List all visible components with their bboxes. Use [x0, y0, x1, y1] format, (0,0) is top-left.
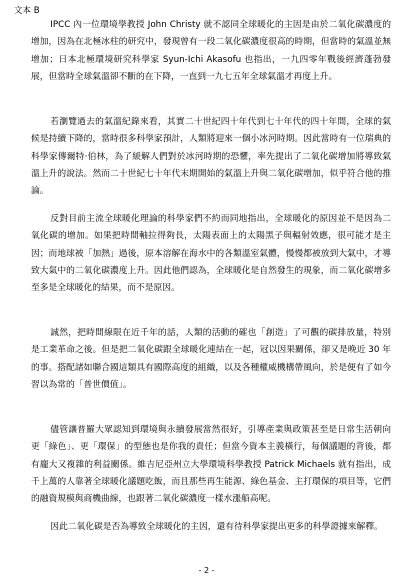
- paragraph-4: 誠然，把時間線限在近千年的話，人類的活動的確也「創造」了可觀的碳排放量，特別是工業革命之後。但是把二氧化碳跟全球暖化連結在一起，冠以因果關係，卻又是晚近 30 年的事。搭配諸如聯合國這類具有國際高度的組織，以及各種權威機構帶風向，於是便有了如今習以為常的「普世價值」。: [31, 328, 391, 390]
- paragraph-1: IPCC 內一位環境學教授 John Christy 就不認同全球暖化的主因是由於二氧化碳濃度的增加，因為在北極冰柱的研究中，發現曾有一段二氧化碳濃度很高的時期，但當時的氣溫並無增加；日本北極環境研究科學家 Syun-Ichi Akasofu 也指出，一九四零年戰後經濟蓬勃發展，但當時全球氣溫卻不斷的在下降，一直到一九七五年全球氣溫才再度上升。: [31, 20, 391, 82]
- paragraph-3: 反對目前主流全球暖化理論的科學家們不約而同地指出，全球暖化的原因並不是因為二氧化碳的增加。如果把時間軸拉得夠長，太陽表面上的太陽黑子與輻射效應，很可能才是主因；而地球被「加熱」過後，原本溶解在海水中的各類溫室氣體，慢慢都被放到大氣中，才導致大氣中的二氧化碳濃度上升。因此他們認為，全球暖化是自然發生的現象，而二氧化碳增多至多是全球暖化的結果，而不是原因。: [31, 214, 391, 294]
- paragraph-5: 儘管讓普羅大眾認知到環境與永續發展當然很好，引導產業與政策甚至是日常生活朝向更「綠色」、更「環保」的型態也是你我的責任；但當今資本主義橫行，每個議題的背後，都有龐大又複雜的利益關係。維吉尼亞州立大學環境科學教授 Patrick Michaels 就有指出，成千上萬的人靠著全球暖化議題吃飯，而且那些再生能源、綠色基金、主打環保的項目等，它們的融資規模與商機曲線，也跟著二氧化碳濃度一樣水漲船高呢。: [31, 425, 391, 505]
- paragraph-2: 若瀏覽過去的氣溫紀錄來看，其實二十世紀四十年代到七十年代的四十年間，全球的氣候是持續下降的，當時很多科學家預計，人類將迎來一個小冰河時期。因此當時有一位瑞典的科學家傳爾特·伯林，為了緩解人們對於冰河時期的恐懼，率先提出了二氧化碳增加將導致氣溫上升的說法。然而二十世紀七十年代末期開始的氣溫上升與二氧化碳增加，似乎符合他的推論。: [31, 117, 391, 197]
- text-label: 文本 B: [14, 6, 40, 16]
- page-number: - 2 -: [198, 566, 215, 575]
- paragraph-6: 因此二氧化碳是否為導致全球暖化的主因，還有待科學家提出更多的科學證據來解釋。: [50, 522, 383, 532]
